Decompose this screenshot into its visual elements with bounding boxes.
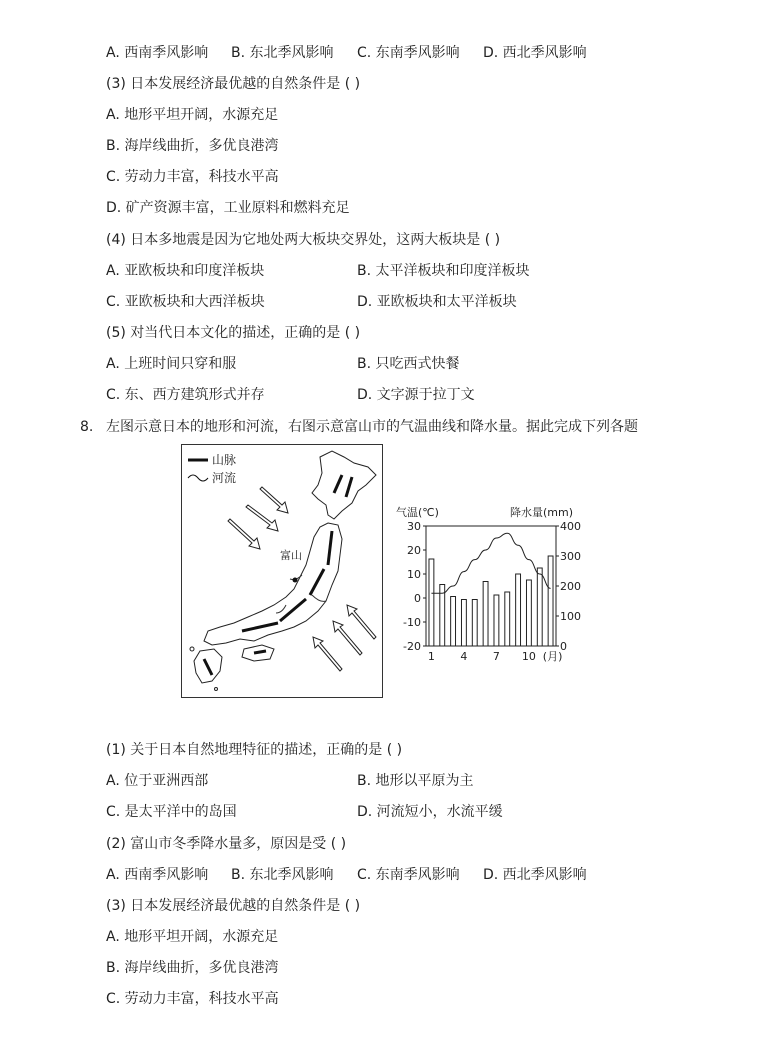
q8-1-option-d: D. 河流短小，水流平缓 — [357, 804, 503, 820]
month-tick-label: 1 — [427, 650, 435, 663]
option-c: C. 东南季风影响 — [357, 45, 460, 61]
toyama-city-marker — [293, 578, 298, 583]
precip-tick-label: 100 — [560, 610, 581, 623]
q3a-option-c: C. 劳动力丰富，科技水平高 — [106, 169, 279, 185]
temp-tick-label: 0 — [414, 592, 421, 605]
question-8-3: (3) 日本发展经济最优越的自然条件是 ( ) — [106, 898, 361, 914]
japan-map — [181, 444, 383, 698]
precip-tick-label: 300 — [560, 550, 581, 563]
precipitation-bar — [505, 592, 510, 646]
precipitation-bar — [429, 559, 434, 646]
river-legend-icon — [188, 475, 208, 481]
option-b: B. 东北季风影响 — [231, 867, 334, 883]
precipitation-bar — [526, 580, 531, 646]
precip-tick-label: 200 — [560, 580, 581, 593]
precipitation-bar — [548, 556, 553, 646]
precipitation-axis-label: 降水量(mm) — [510, 506, 574, 519]
q4-option-b: B. 太平洋板块和印度洋板块 — [357, 263, 530, 279]
precipitation-bar — [440, 585, 445, 647]
option-c: C. 东南季风影响 — [357, 867, 460, 883]
precip-tick-label: 400 — [560, 520, 581, 533]
arrow-icon — [333, 621, 362, 655]
q4-option-a: A. 亚欧板块和印度洋板块 — [106, 263, 265, 279]
temp-tick-label: -10 — [403, 616, 421, 629]
precipitation-bar — [451, 597, 456, 647]
arrow-icon — [313, 637, 342, 671]
question-3a: (3) 日本发展经济最优越的自然条件是 ( ) — [106, 76, 361, 92]
temp-tick-label: 30 — [407, 520, 421, 533]
temp-tick-label: -20 — [403, 640, 421, 653]
precipitation-bar — [516, 574, 521, 646]
temperature-curve — [431, 533, 550, 593]
question-5: (5) 对当代日本文化的描述，正确的是 ( ) — [106, 325, 361, 341]
arrow-icon — [246, 505, 278, 531]
question-8-stem: 左图示意日本的地形和河流，右图示意富山市的气温曲线和降水量。据此完成下列各题 — [106, 419, 638, 435]
q4-option-c: C. 亚欧板块和大西洋板块 — [106, 294, 265, 310]
option-d: D. 西北季风影响 — [483, 45, 587, 61]
temp-tick-label: 10 — [407, 568, 421, 581]
q3a-option-d: D. 矿产资源丰富，工业原料和燃料充足 — [106, 200, 350, 216]
precipitation-bar — [472, 600, 477, 647]
japan-map-drawing — [182, 445, 382, 697]
climate-chart-svg — [392, 500, 592, 685]
q8-3-option-c: C. 劳动力丰富，科技水平高 — [106, 991, 279, 1007]
question-8-1: (1) 关于日本自然地理特征的描述，正确的是 ( ) — [106, 742, 403, 758]
option-d: D. 西北季风影响 — [483, 867, 587, 883]
temperature-axis-label: 气温(℃) — [396, 506, 439, 519]
month-tick-label: 10 — [521, 650, 536, 663]
q3a-option-b: B. 海岸线曲折，多优良港湾 — [106, 138, 279, 154]
q5-option-b: B. 只吃西式快餐 — [357, 356, 460, 372]
question-4: (4) 日本多地震是因为它地处两大板块交界处，这两大板块是 ( ) — [106, 232, 501, 248]
option-b: B. 东北季风影响 — [231, 45, 334, 61]
arrow-icon — [260, 487, 288, 513]
precipitation-bar — [537, 568, 542, 646]
question-8-number: 8. — [80, 419, 94, 435]
q4-option-d: D. 亚欧板块和太平洋板块 — [357, 294, 517, 310]
temp-tick-label: 20 — [407, 544, 421, 557]
islet — [215, 688, 218, 691]
arrow-icon — [228, 519, 260, 549]
legend-river-label: 河流 — [212, 471, 237, 485]
option-a: A. 西南季风影响 — [106, 867, 209, 883]
option-a: A. 西南季风影响 — [106, 45, 209, 61]
question-8-2: (2) 富山市冬季降水量多，原因是受 ( ) — [106, 836, 347, 852]
precipitation-bar — [483, 582, 488, 647]
precipitation-bar — [494, 595, 499, 646]
q8-3-option-a: A. 地形平坦开阔，水源充足 — [106, 929, 279, 945]
q5-option-d: D. 文字源于拉丁文 — [357, 387, 475, 403]
month-tick-label: 7 — [492, 650, 500, 663]
q8-1-option-c: C. 是太平洋中的岛国 — [106, 804, 237, 820]
q8-3-option-b: B. 海岸线曲折，多优良港湾 — [106, 960, 279, 976]
hokkaido-island — [312, 451, 376, 519]
month-tick-label: 4 — [460, 650, 468, 663]
q3a-option-a: A. 地形平坦开阔，水源充足 — [106, 107, 279, 123]
q8-1-option-b: B. 地形以平原为主 — [357, 773, 474, 789]
q5-option-a: A. 上班时间只穿和服 — [106, 356, 237, 372]
toyama-city-label: 富山 — [280, 549, 302, 562]
precip-tick-label: 0 — [560, 640, 567, 653]
honshu-island — [204, 523, 342, 645]
month-unit-label: (月) — [542, 650, 563, 663]
islet — [190, 647, 194, 651]
q5-option-c: C. 东、西方建筑形式并存 — [106, 387, 265, 403]
arrow-icon — [347, 605, 376, 639]
q8-1-option-a: A. 位于亚洲西部 — [106, 773, 209, 789]
legend-mountain-label: 山脉 — [212, 453, 237, 467]
precipitation-bar — [461, 600, 466, 647]
toyama-climate-chart — [392, 500, 592, 685]
